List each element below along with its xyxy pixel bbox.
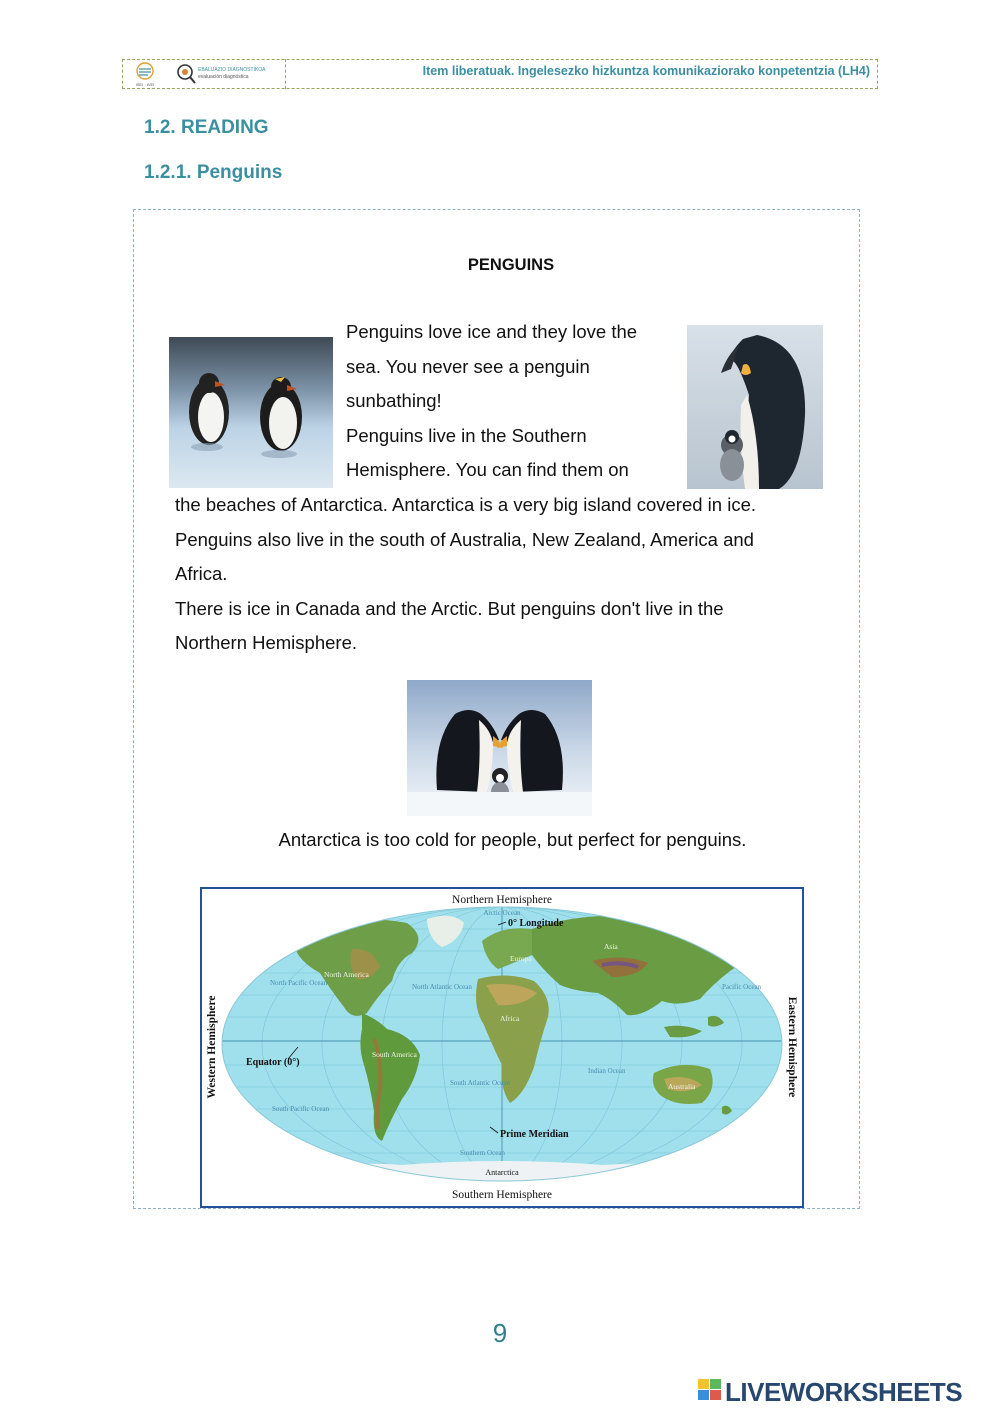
emperor-penguin-photo (687, 325, 823, 489)
article-line: Penguins also live in the south of Australia, New Zealand, America and (175, 528, 754, 550)
page-number: 9 (492, 1318, 508, 1348)
liveworksheets-brand (697, 1377, 963, 1408)
section-heading: 1.2. READING (144, 117, 269, 138)
penguin-family-photo (407, 680, 592, 816)
map-label-australia: Australia (668, 1082, 696, 1091)
section-subheading: 1.2.1. Penguins (144, 162, 283, 183)
article-paragraph-full (175, 488, 825, 661)
liveworksheets-logo-icon (697, 1377, 723, 1403)
map-label-pacific-east: Pacific Ocean (722, 983, 762, 991)
map-meridian-label: Prime Meridian (500, 1129, 569, 1140)
photo-caption: Antarctica is too cold for people, but perfect for penguins. (278, 829, 747, 850)
article-title: PENGUINS (467, 256, 555, 274)
article-line: the beaches of Antarctica. Antarctica is a very big island covered in ice. (175, 494, 757, 515)
logo2-line2: evaluación diagnóstica (198, 74, 249, 80)
map-equator-label: Equator (0°) (246, 1057, 300, 1068)
article-line: Northern Hemisphere. (175, 632, 357, 654)
map-label-south-atlantic: South Atlantic Ocean (450, 1079, 510, 1087)
map-label-arctic-ocean: Arctic Ocean (483, 909, 521, 917)
map-bottom-label: Southern Hemisphere (452, 1189, 552, 1201)
article-line: sunbathing! (346, 390, 442, 412)
map-label-asia: Asia (604, 942, 618, 951)
article-line: Hemisphere. You can find them on (346, 459, 629, 481)
map-label-south-america: South America (372, 1050, 417, 1059)
penguins-beach-photo (169, 337, 333, 488)
map-label-north-atlantic: North Atlantic Ocean (412, 983, 472, 991)
map-label-south-pacific: South Pacific Ocean (272, 1105, 330, 1113)
article-line: There is ice in Canada and the Arctic. But penguins don't live in the (175, 597, 724, 619)
map-label-north-america: North America (324, 970, 369, 979)
header-title: Item liberatuak. Ingelesezko hizkuntza komunikaziorako konpetentzia (LH4) (422, 64, 870, 78)
map-left-label: Western Hemisphere (206, 995, 218, 1099)
article-line: Penguins live in the Southern (346, 424, 587, 446)
map-label-southern-ocean: Southern Ocean (460, 1149, 505, 1157)
world-map (200, 887, 804, 1208)
map-label-north-pacific: North Pacific Ocean (270, 979, 328, 987)
diagnostic-logo (176, 61, 266, 87)
logo2-line1: EBALUAZIO DIAGNOSTIKOA (198, 67, 266, 73)
map-top-label: Northern Hemisphere (452, 894, 552, 906)
map-label-antarctica: Antarctica (485, 1168, 519, 1177)
header-divider (285, 59, 286, 89)
liveworksheets-wordmark: LIVEWORKSHEETS (725, 1377, 963, 1407)
article-paragraph-wrapped (346, 315, 676, 488)
article-line: sea. You never see a penguin (346, 355, 590, 377)
isei-logo (128, 61, 164, 87)
article-line: Penguins love ice and they love the (346, 321, 638, 342)
map-right-label: Eastern Hemisphere (786, 996, 798, 1098)
map-label-europe: Europe (510, 954, 532, 963)
article-line: Africa. (175, 563, 228, 585)
logo1-caption: ISEI · IVEI (135, 82, 155, 87)
map-longitude-label: 0° Longitude (508, 918, 564, 929)
map-label-indian-ocean: Indian Ocean (588, 1067, 626, 1075)
map-label-africa: Africa (500, 1014, 520, 1023)
